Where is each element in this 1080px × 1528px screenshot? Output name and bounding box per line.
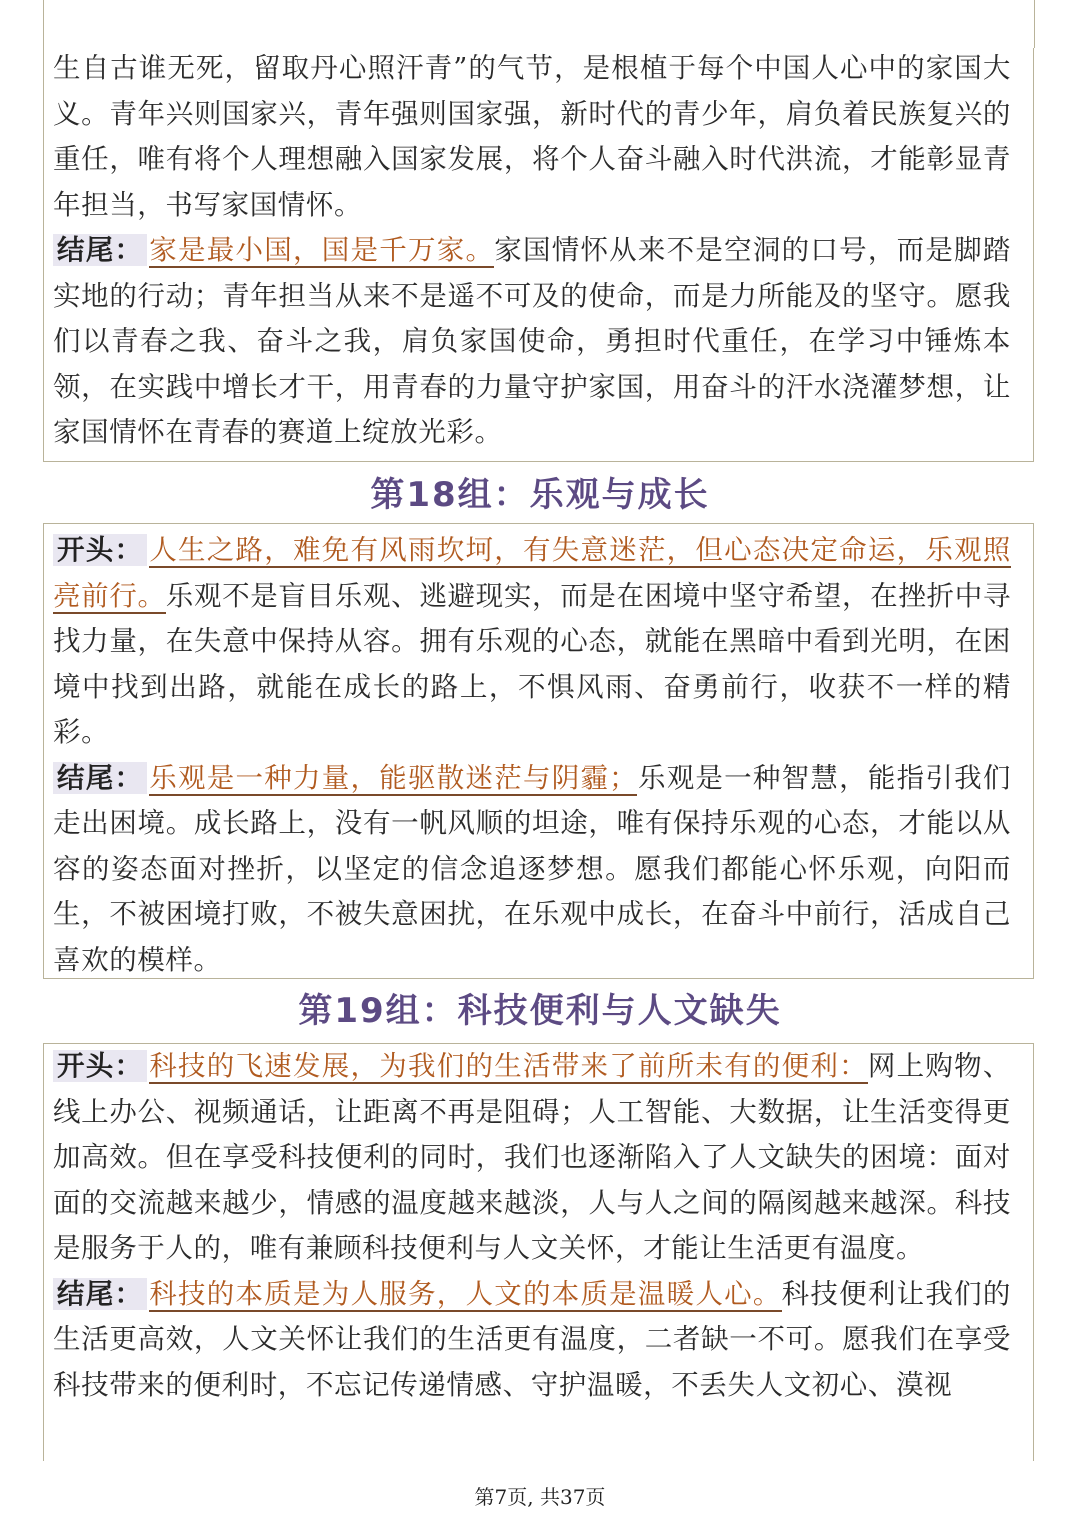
ending-text: 乐观是一种智慧，能指引我们走出困境。成长路上，没有一帆风顺的坦途，唯有保持乐观的心态，才能以从容的姿态面对挫折，以坚定的信念追逐梦想。愿我们都能心怀乐观，向阳而生，不被困境打败，不被失意困扰，在乐观中成长，在奋斗中前行，活成自己喜欢的模样。 <box>53 761 1011 976</box>
ending-highlight: 科技的本质是为人服务，人文的本质是温暖人心。 <box>149 1277 782 1310</box>
opening-paragraph <box>53 528 1011 756</box>
text-block-17-continued <box>43 48 1034 462</box>
text-block-18 <box>43 523 1034 979</box>
section-title-18: 第18组：乐观与成长 <box>370 475 710 515</box>
opening-label: 开头： <box>53 534 147 566</box>
ending-label: 结尾： <box>53 234 147 266</box>
page-number: 第7页, 共37页 <box>474 1485 606 1509</box>
ending-paragraph <box>53 228 1011 456</box>
opening-highlight: 人生之路，难免有风雨坎坷，有失意迷茫，但心态决定命运，乐观照亮前行。 <box>53 534 1011 612</box>
ending-label: 结尾： <box>53 762 147 794</box>
opening-paragraph <box>53 1044 1011 1272</box>
ending-highlight: 乐观是一种力量，能驱散迷茫与阴霾； <box>149 761 638 794</box>
body-paragraph <box>53 46 1011 228</box>
ending-text: 家国情怀从来不是空洞的口号，而是脚踏实地的行动；青年担当从来不是遥不可及的使命，而是力所能及的坚守。愿我们以青春之我、奋斗之我，肩负家国使命，勇担时代重任，在学习中锤炼本领，在实践中增长才干，用青春的力量守护家国，用奋斗的汗水浇灌梦想，让家国情怀在青春的赛道上绽放光彩。 <box>53 234 1011 448</box>
ending-paragraph <box>53 1272 1011 1409</box>
body-text: 生自古谁无死，留取丹心照汗青”的气节，是根植于每个中国人心中的家国大义。青年兴则国家兴，青年强则国家强，新时代的青少年，肩负着民族复兴的重任，唯有将个人理想融入国家发展，将个人奋斗融入时代洪流，才能彰显青年担当，书写家国情怀。 <box>53 52 1011 221</box>
opening-highlight: 科技的飞速发展，为我们的生活带来了前所未有的便利： <box>149 1050 868 1082</box>
opening-text: 乐观不是盲目乐观、逃避现实，而是在困境中坚守希望，在挫折中寻找力量，在失意中保持从容。拥有乐观的心态，就能在黑暗中看到光明，在困境中找到出路，就能在成长的路上，不惧风雨、奋勇前行，收获不一样的精彩。 <box>53 579 1011 748</box>
ending-paragraph <box>53 756 1011 984</box>
text-block-19 <box>43 1043 1034 1461</box>
opening-label: 开头： <box>53 1050 147 1082</box>
ending-highlight: 家是最小国，国是千万家。 <box>149 234 495 266</box>
section-title-19: 第19组：科技便利与人文缺失 <box>298 991 782 1031</box>
ending-text: 科技便利让我们的生活更高效，人文关怀让我们的生活更有温度，二者缺一不可。愿我们在享受科技带来的便利时，不忘记传递情感、守护温暖，不丢失人文初心、漠视 <box>53 1277 1011 1401</box>
ending-label: 结尾： <box>53 1278 147 1310</box>
opening-text: 网上购物、线上办公、视频通话，让距离不再是阻碍；人工智能、大数据，让生活变得更加高效。但在享受科技便利的同时，我们也逐渐陷入了人文缺失的困境：面对面的交流越来越少，情感的温度越来越淡，人与人之间的隔阂越来越深。科技是服务于人的，唯有兼顾科技便利与人文关怀，才能让生活更有温度。 <box>53 1050 1012 1264</box>
